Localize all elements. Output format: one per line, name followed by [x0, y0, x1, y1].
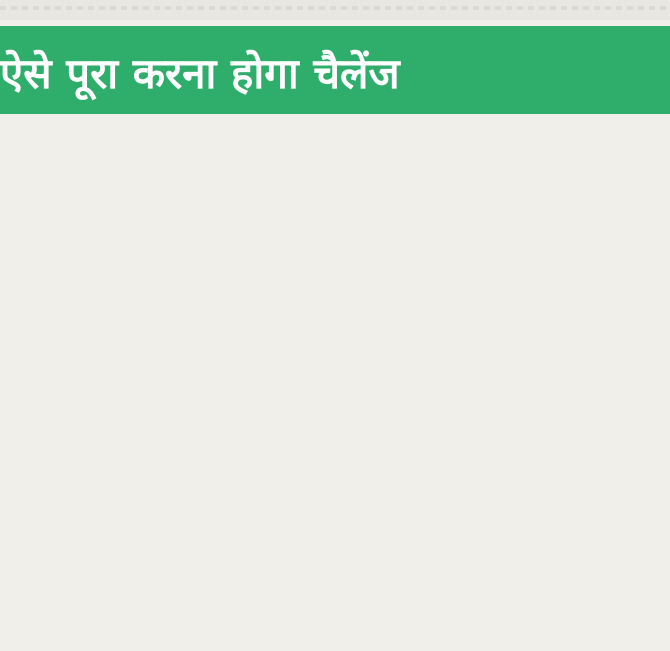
previous-article-edge: [0, 0, 670, 20]
headline-title: ऐसे पूरा करना होगा चैलेंज: [0, 49, 400, 98]
headline-banner: [0, 26, 670, 114]
